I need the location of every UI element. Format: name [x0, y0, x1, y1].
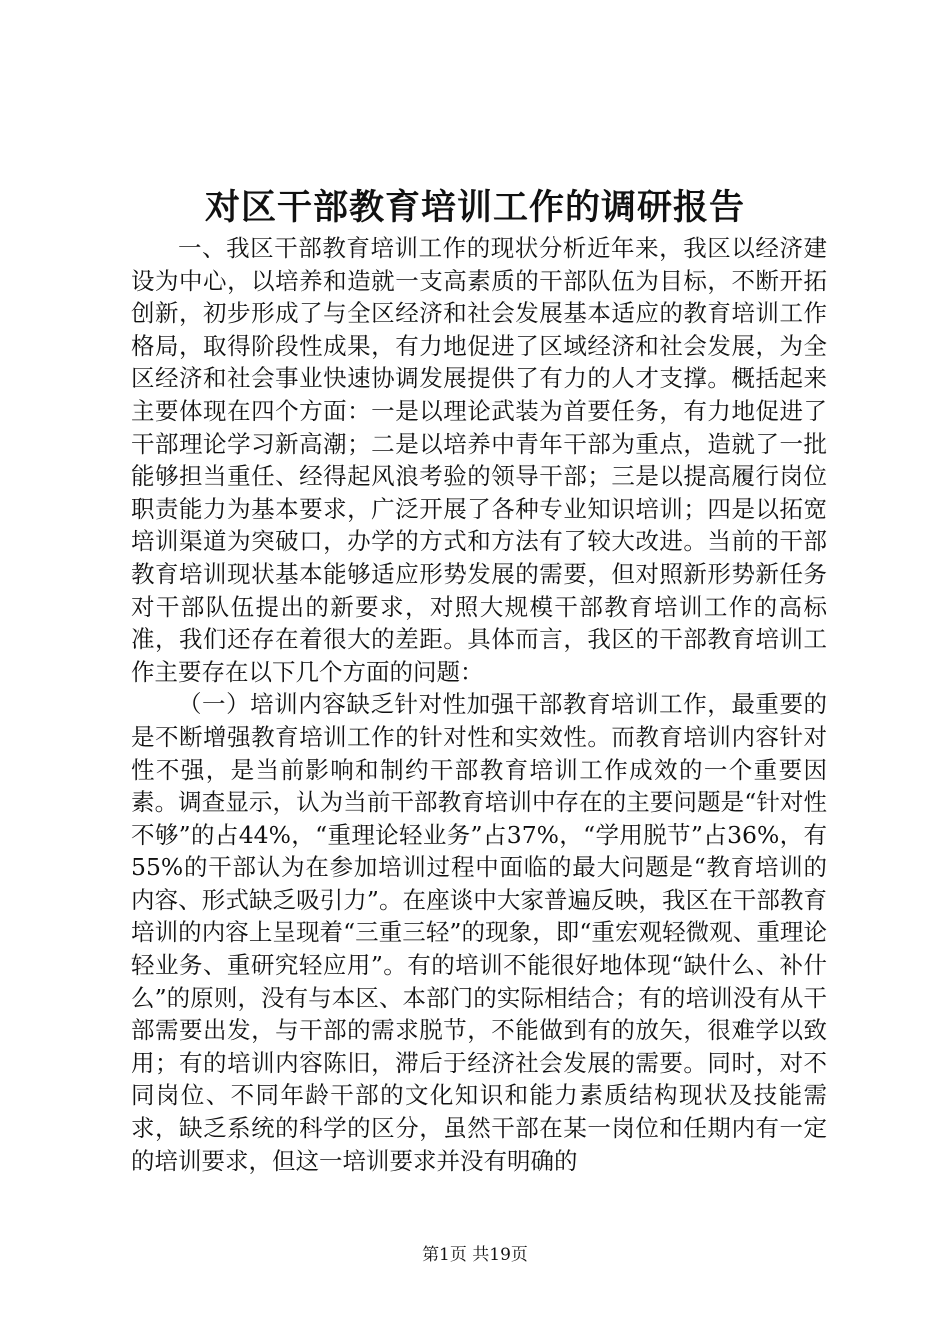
document-body	[131, 232, 827, 1177]
paragraph-status-analysis: 一、我区干部教育培训工作的现状分析近年来，我区以经济建设为中心，以培养和造就一支高素质的干部队伍为目标，不断开拓创新，初步形成了与全区经济和社会发展基本适应的教育培训工作格局，取得阶段性成果，有力地促进了区域经济和社会发展，为全区经济和社会事业快速协调发展提供了有力的人才支撑。概括起来主要体现在四个方面：一是以理论武装为首要任务，有力地促进了干部理论学习新高潮；二是以培养中青年干部为重点，造就了一批能够担当重任、经得起风浪考验的领导干部；三是以提高履行岗位职责能力为基本要求，广泛开展了各种专业知识培训；四是以拓宽培训渠道为突破口，办学的方式和方法有了较大改进。当前的干部教育培训现状基本能够适应形势发展的需要，但对照新形势新任务对干部队伍提出的新要求，对照大规模干部教育培训工作的高标准，我们还存在着很大的差距。具体而言，我区的干部教育培训工作主要存在以下几个方面的问题：	[131, 234, 827, 686]
paragraph-training-content: （一）培训内容缺乏针对性加强干部教育培训工作，最重要的是不断增强教育培训工作的针对性和实效性。而教育培训内容针对性不强，是当前影响和制约干部教育培训工作成效的一个重要因素。调查显示，认为当前干部教育培训中存在的主要问题是“针对性不够”的占44%，“重理论轻业务”占37%，“学用脱节”占36%，有55%的干部认为在参加培训过程中面临的最大问题是“教育培训的内容、形式缺乏吸引力”。在座谈中大家普遍反映，我区在干部教育培训的内容上呈现着“三重三轻”的现象，即“重宏观轻微观、重理论轻业务、重研究轻应用”。有的培训不能很好地体现“缺什么、补什么”的原则，没有与本区、本部门的实际相结合；有的培训没有从干部需要出发，与干部的需求脱节，不能做到有的放矢，很难学以致用；有的培训内容陈旧，滞后于经济社会发展的需要。同时，对不同岗位、不同年龄干部的文化知识和能力素质结构现状及技能需求，缺乏系统的科学的区分，虽然干部在某一岗位和任期内有一定的培训要求，但这一培训要求并没有明确的	[131, 690, 827, 1175]
page-footer: 第1页 共19页	[422, 1245, 528, 1265]
document-title: 对区干部教育培训工作的调研报告	[204, 187, 745, 228]
